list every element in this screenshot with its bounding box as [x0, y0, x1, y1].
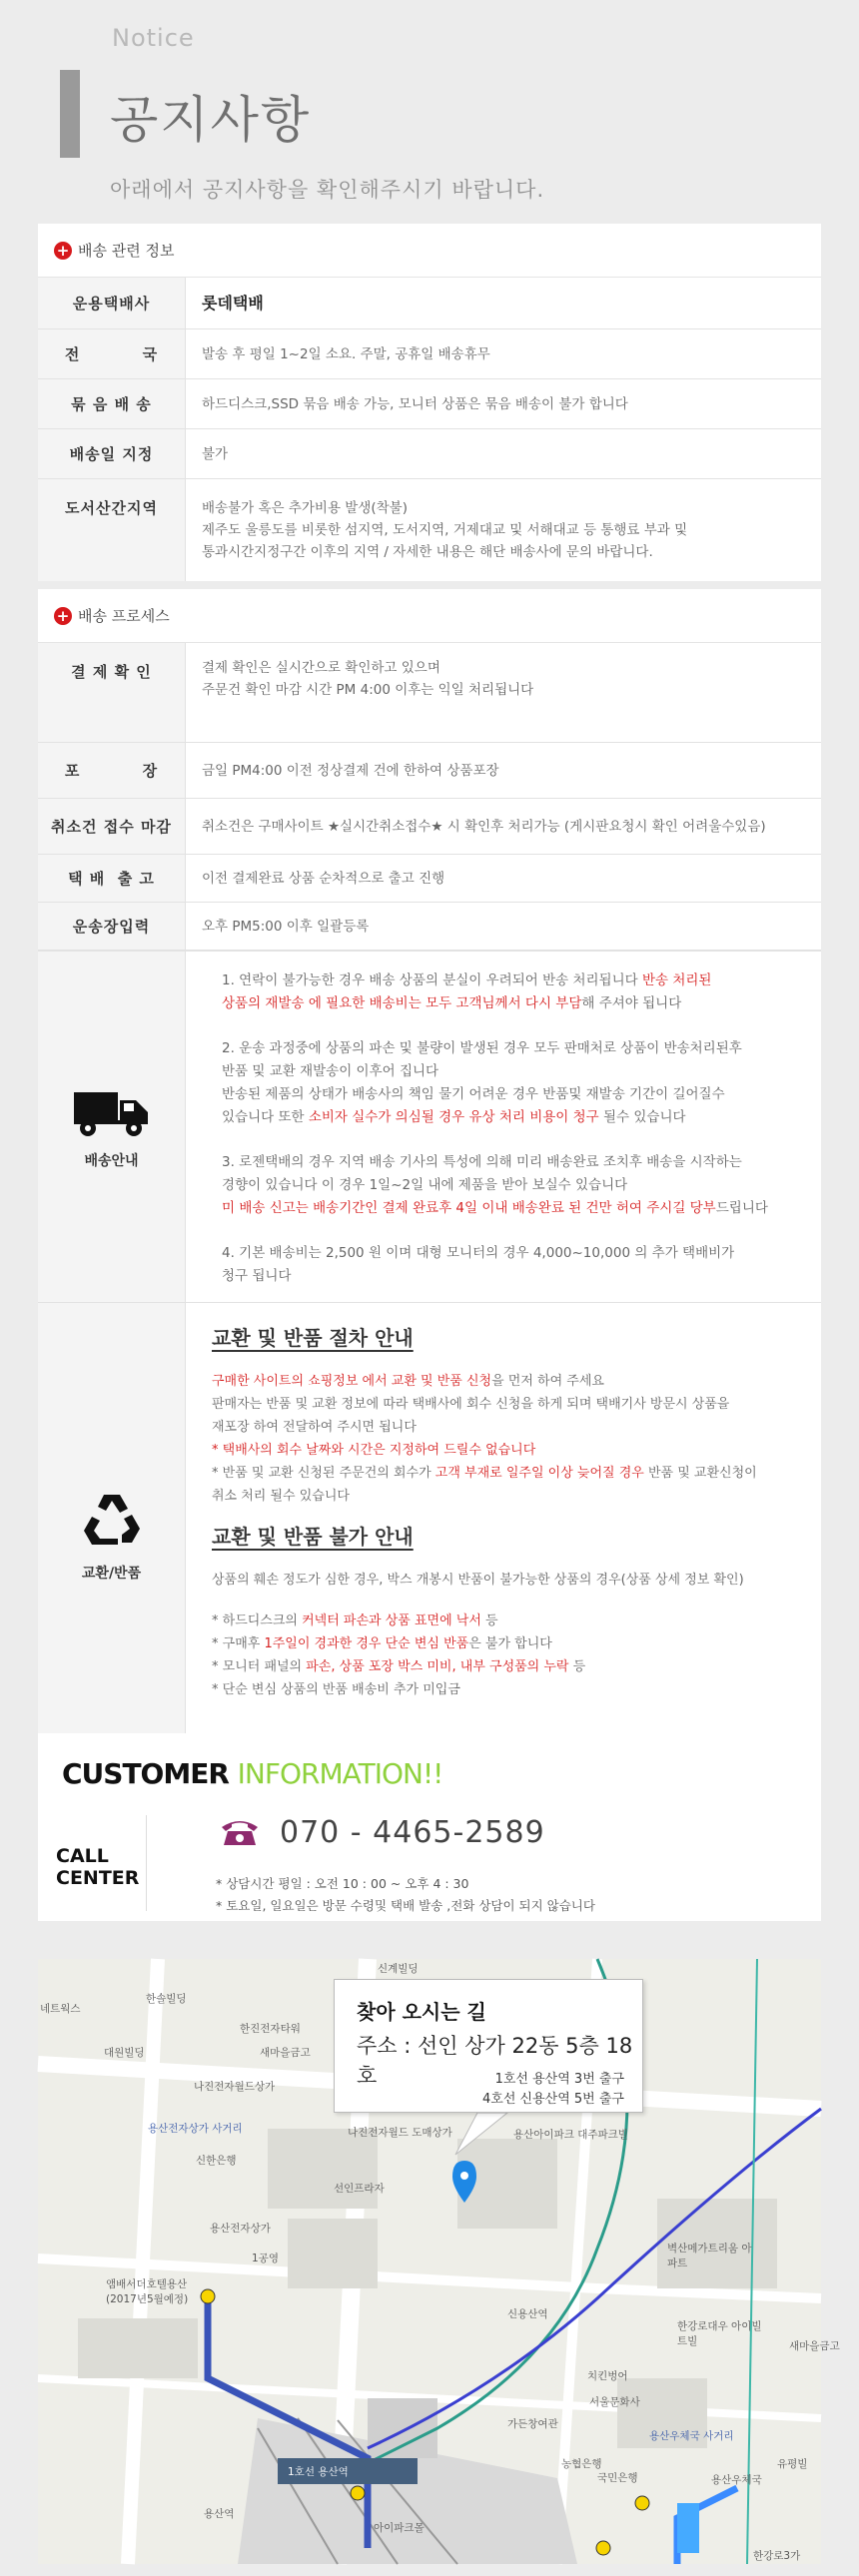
map-label: 치킨벙어 [587, 2370, 628, 2382]
guide-text: 4. 기본 배송비는 2,500 원 이며 대형 모니터의 경우 4,000~10,000 의 추가 택배비가 [222, 1245, 735, 1261]
exchange-unavailable-title: 교환 및 반품 불가 안내 [212, 1525, 414, 1549]
map-label: 선인프라자 [334, 2183, 385, 2195]
map-label: 서울문화사 [589, 2396, 640, 2408]
ex-text: 취소 처리 될수 있습니다 [212, 1489, 350, 1504]
row-value [186, 643, 821, 742]
ex-text-red: 구매한 사이트의 쇼핑정보 에서 교환 및 반품 신청 [212, 1374, 492, 1389]
customer-notes [216, 1873, 595, 1917]
map-label: 용산역 [204, 2508, 235, 2520]
map-label: 신용산역 [507, 2308, 548, 2320]
map-label: 한강로3가 [753, 2550, 801, 2562]
map-label: 유평빌 [777, 2458, 808, 2470]
guide-text: 경향이 있습니다 이 경우 1일~2일 내에 제품을 받아 보실수 있습니다 [222, 1177, 628, 1193]
exchange-procedure-title: 교환 및 반품 절차 안내 [212, 1326, 414, 1350]
row-label: 묶 음 배 송 [38, 379, 186, 428]
guide-text: 반송된 제품의 상태가 배송사의 책임 물기 어려운 경우 반품및 재발송 기간이 길어질수 [222, 1086, 725, 1102]
ex-text-red: 파손, 상품 포장 박스 미비, 내부 구성품의 누락 [306, 1659, 569, 1674]
row-label: 전 국 [38, 329, 186, 378]
ex-text-red: 커넥터 파손과 상품 표면에 낙서 [302, 1613, 481, 1628]
shipping-info-header [38, 224, 821, 278]
info-row-nationwide [38, 329, 821, 379]
exchange-procedure-text [212, 1370, 801, 1508]
call-text: CALL [56, 1845, 109, 1867]
map-label: 1공영 [252, 2253, 279, 2264]
notice-label: Notice [112, 24, 195, 52]
guide-para-2 [222, 1037, 801, 1129]
customer-title-black: CUSTOMER [62, 1757, 229, 1790]
customer-title-green: INFORMATION!! [237, 1757, 443, 1790]
map-label: 한솔빌딩 [146, 1993, 187, 2005]
ex-text: * 반품 및 교환 신청된 주문건의 회수가 [212, 1466, 435, 1481]
truck-icon [72, 1084, 152, 1140]
plus-circle-icon: + [54, 607, 72, 625]
page-title: 공지사항 [110, 91, 312, 149]
divider [146, 1815, 147, 1911]
map-label: 나진전자월드상가 [194, 2081, 276, 2093]
value-line: 제주도 울릉도를 비롯한 섬지역, 도서지역, 거제대교 및 서해대교 등 통행료 부과 및 [202, 522, 688, 538]
ex-text-red: 1주일이 경과한 경우 단순 변심 반품 [264, 1636, 469, 1651]
ex-text: * 구매후 [212, 1636, 265, 1651]
guide-text: 3. 로젠택배의 경우 지역 배송 기사의 특성에 의해 미리 배송완료 조치후 배송을 시작하는 [222, 1154, 742, 1170]
route-line-1: 1호선 용산역 3번 출구 [494, 2072, 624, 2087]
exchange-label-cell [38, 1303, 186, 1767]
map-label: 신계빌딩 [378, 1963, 419, 1975]
delivery-guide-body [186, 952, 821, 1302]
delivery-guide-label-cell [38, 952, 186, 1302]
map-label: 가든창여관 [507, 2418, 558, 2430]
row-label: 포 장 [38, 743, 186, 798]
map-label: 대원빌딩 [104, 2047, 145, 2059]
row-label: 택 배 출 고 [38, 855, 186, 902]
ex-text: 등 [568, 1659, 586, 1674]
notice-header [0, 0, 859, 210]
exchange-unavailable-list [212, 1610, 801, 1701]
map-address: 주소 : 선인 상가 22동 5층 18호 [357, 2034, 633, 2088]
value-line: 주문건 확인 마감 시간 PM 4:00 이후는 익일 처리됩니다 [202, 682, 534, 698]
section-title: 배송 관련 정보 [78, 242, 175, 260]
row-value [186, 278, 821, 328]
carrier-logo: 롯데택배 [202, 293, 264, 313]
process-row-payment [38, 643, 821, 743]
title-bar-decoration [60, 70, 80, 158]
map-label: 한강로대우 아이빌트빌 [677, 2320, 762, 2347]
row-label: 운용택배사 [38, 278, 186, 328]
guide-para-3 [222, 1151, 801, 1220]
info-row-remote [38, 479, 821, 581]
row-label: 결 제 확 인 [38, 643, 186, 742]
process-row-tracking [38, 903, 821, 951]
row-label: 배송일 지정 [38, 429, 186, 478]
recycle-icon [78, 1489, 146, 1553]
phone-number[interactable]: 070 - 4465-2589 [280, 1815, 545, 1850]
row-value: 오후 PM5:00 이후 일괄등록 [202, 918, 370, 935]
guide-text-red: 소비자 실수가 의심될 경우 유상 처리 비용이 청구 [308, 1109, 599, 1125]
section-title: 배송 프로세스 [78, 607, 170, 625]
guide-para-1 [222, 969, 801, 1015]
ex-text: 을 먼저 하여 주세요 [491, 1374, 604, 1389]
ex-text-red: * 택배사의 회수 날짜와 시간은 지정하여 드릴수 없습니다 [212, 1443, 536, 1458]
map-label: 농협은행 [561, 2458, 602, 2470]
guide-text: 청구 됩니다 [222, 1268, 292, 1284]
map-routes [482, 2070, 624, 2110]
shipping-process-header [38, 589, 821, 643]
row-label: 취소건 접수 마감 [38, 799, 186, 854]
ex-text: * 하드디스크의 [212, 1613, 303, 1628]
center-text: CENTER [56, 1867, 140, 1889]
shipping-info-card [38, 224, 821, 581]
map-label: 용산전자상가 [210, 2223, 271, 2235]
guide-para-4 [222, 1242, 801, 1288]
row-label: 도서산간지역 [38, 479, 186, 581]
row-value: 발송 후 평일 1~2일 소요. 주말, 공휴일 배송휴무 [202, 345, 490, 362]
ex-text: 재포장 하여 전달하여 주시면 됩니다 [212, 1420, 417, 1435]
ex-text: 등 [480, 1613, 498, 1628]
ex-text-red: 고객 부재로 일주일 이상 늦어질 경우 [434, 1466, 644, 1481]
map-label: 새마을금고 [789, 2340, 840, 2352]
map-label: 1호선 용산역 [288, 2466, 349, 2478]
plus-circle-icon: + [54, 242, 72, 260]
info-row-carrier [38, 278, 821, 329]
guide-text-red: 미 배송 신고는 배송기간인 결제 완료후 4일 이내 배송완료 된 건만 허여 주시길 당부 [222, 1200, 716, 1216]
map-label: 나진전자월드 도매상가 [348, 2127, 452, 2139]
map-label: 신한은행 [196, 2155, 237, 2167]
guide-text: 1. 연락이 불가능한 경우 배송 상품의 분실이 우려되어 반송 처리됩니다 [222, 972, 642, 988]
guide-text: 해 주셔야 됩니다 [581, 995, 682, 1011]
weekend-note: * 토요일, 일요일은 방문 수령및 택배 발송 ,전화 상담이 되지 않습니다 [216, 1898, 595, 1913]
guide-text: 2. 운송 과정중에 상품의 파손 및 불량이 발생된 경우 모두 판매처로 상품이 반송처리된후 [222, 1040, 742, 1056]
ex-text: * 모니터 패널의 [212, 1659, 307, 1674]
customer-info-title [62, 1757, 442, 1790]
shipping-process-card [38, 589, 821, 1767]
process-row-dispatch [38, 855, 821, 903]
value-line: 배송불가 혹은 추가비용 발생(착불) [202, 500, 408, 516]
process-row-packing [38, 743, 821, 799]
map-label: 앰배서더호텔용산 (2017년5월예정) [106, 2278, 189, 2305]
row-value: 하드디스크,SSD 묶음 배송 가능, 모니터 상품은 묶음 배송이 불가 합니다 [202, 395, 628, 412]
hours-note: * 상담시간 평일 : 오전 10 : 00 ~ 오후 4 : 30 [216, 1876, 469, 1891]
row-value: 불가 [202, 445, 229, 462]
ex-text: 은 불가 합니다 [468, 1636, 552, 1651]
row-value: 취소건은 구매사이트 ★실시간취소접수★ 시 확인후 처리가능 (게시판요청시 확인 어려울수있음) [202, 818, 766, 835]
info-row-date [38, 429, 821, 479]
map-label: 한진전자타워 [240, 2023, 301, 2035]
map-label: 용산우체국 사거리 [649, 2430, 734, 2442]
map-title: 찾아 오시는 길 [357, 2000, 486, 2024]
page-subtitle: 아래에서 공지사항을 확인해주시기 바랍니다. [110, 178, 545, 202]
value-line: 통과시간지정구간 이후의 지역 / 자세한 내용은 해단 배송사에 문의 바랍니다. [202, 544, 653, 560]
exchange-label: 교환/반품 [81, 1565, 142, 1582]
ex-text: * 단순 변심 상품의 반품 배송비 추가 미입금 [212, 1682, 460, 1697]
row-value: 이전 결제완료 상품 순차적으로 출고 진행 [202, 870, 445, 887]
map-label: 용산전자상가 사거리 [148, 2123, 243, 2135]
guide-text-red: 상품의 재발송 에 필요한 배송비는 모두 고객님께서 다시 부담 [222, 995, 582, 1011]
row-value [186, 479, 821, 581]
telephone-icon [220, 1817, 260, 1847]
location-map[interactable] [38, 1959, 840, 2564]
guide-text-red: 반송 처리된 [641, 972, 712, 988]
ex-text: 반품 및 교환신청이 [643, 1466, 757, 1481]
info-row-bundle [38, 379, 821, 429]
map-label: 용산우체국 [711, 2474, 762, 2486]
map-callout [334, 1979, 643, 2113]
value-line: 결제 확인은 실시간으로 확인하고 있으며 [202, 660, 440, 676]
delivery-guide-label: 배송안내 [84, 1152, 139, 1169]
guide-text: 드립니다 [715, 1200, 768, 1216]
map-label: 용산아이파크 대주파크빌 [513, 2129, 628, 2141]
customer-info-card [38, 1733, 821, 1921]
row-label: 운송장입력 [38, 903, 186, 950]
ex-text: 판매자는 반품 및 교환 정보에 따라 택배사에 회수 신청을 하게 되며 택배기사 방문시 상품을 [212, 1397, 730, 1412]
exchange-unavailable-intro: 상품의 훼손 정도가 심한 경우, 박스 개봉시 반품이 불가능한 상품의 경우(상품 상세 정보 확인) [212, 1573, 744, 1588]
map-label: 새마을금고 [260, 2047, 311, 2059]
route-line-2: 4호선 신용산역 5번 출구 [482, 2092, 624, 2107]
map-label: 네트웍스 [40, 2003, 81, 2015]
map-label: 벽산메가트리움 아파트 [667, 2243, 752, 2269]
call-center-label [56, 1845, 139, 1889]
row-value: 금일 PM4:00 이전 정상결제 건에 한하여 상품포장 [202, 762, 499, 779]
map-label: 국민은행 [597, 2472, 638, 2484]
map-label: 아이파크몰 [374, 2522, 425, 2534]
guide-text: 반품 및 교환 재발송이 이후어 집니다 [222, 1063, 439, 1079]
exchange-row [38, 1302, 821, 1767]
guide-text: 있습니다 또한 [222, 1109, 309, 1125]
exchange-body [186, 1303, 821, 1767]
process-row-cancel [38, 799, 821, 855]
guide-text: 될수 있습니다 [598, 1109, 686, 1125]
delivery-guide-row [38, 951, 821, 1302]
